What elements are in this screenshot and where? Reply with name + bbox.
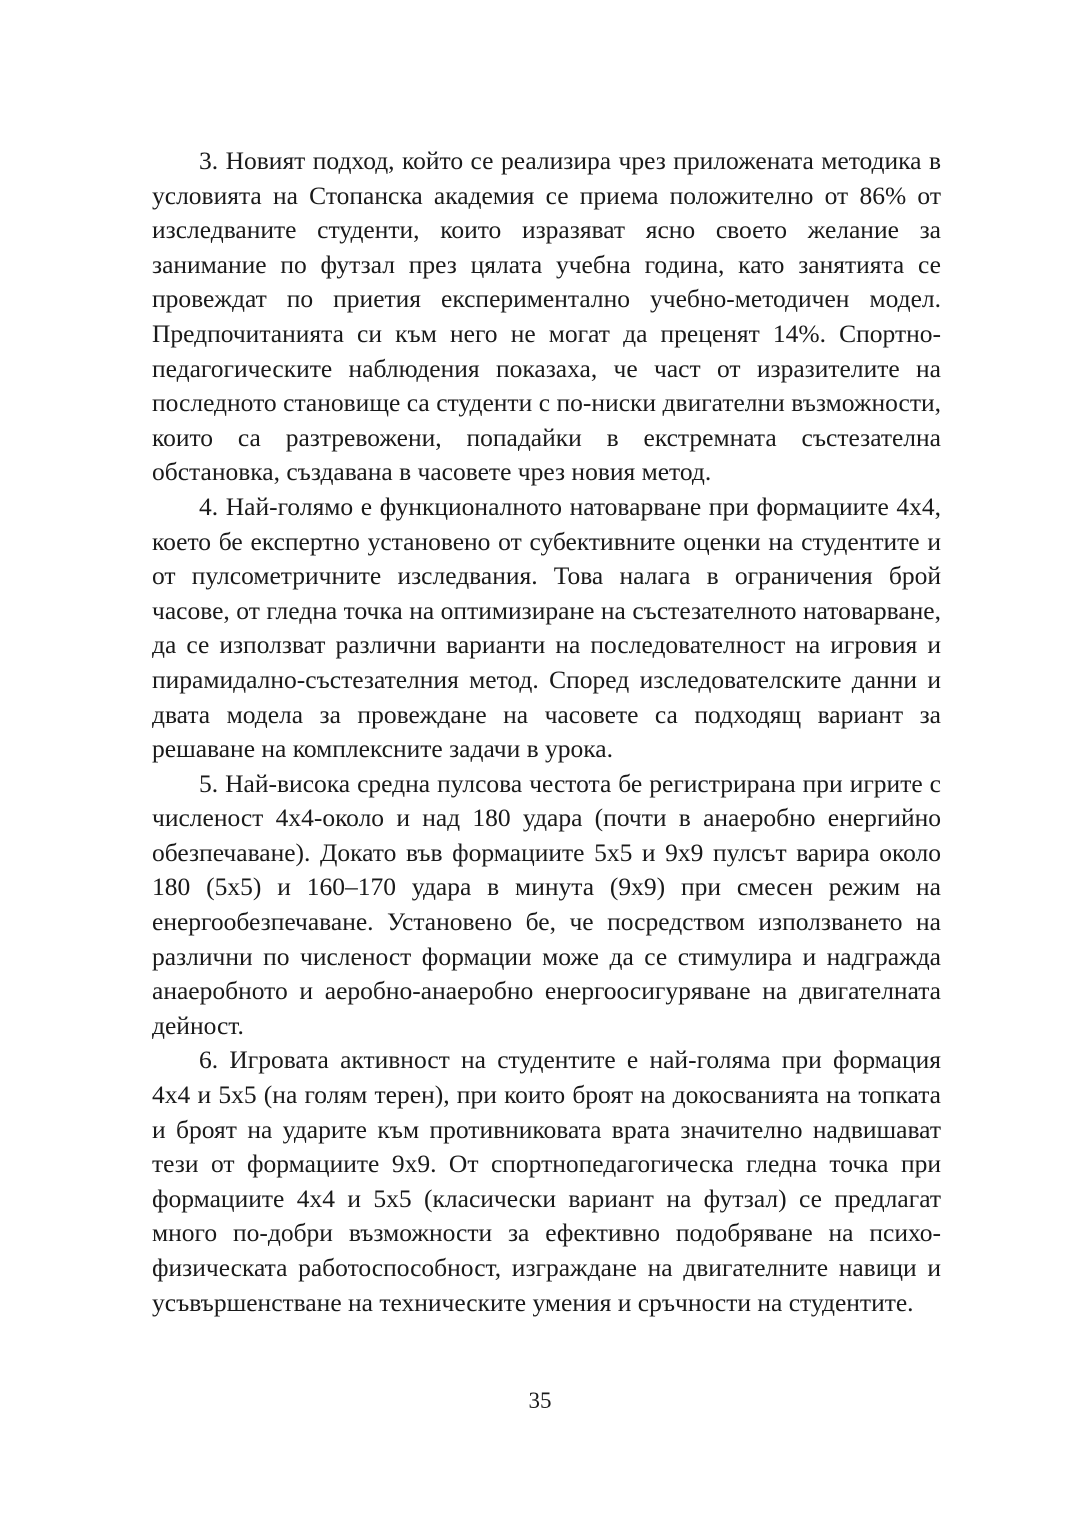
body-text xyxy=(152,144,941,1320)
page-number: 35 xyxy=(528,1388,552,1413)
paragraph-3: 3. Новият подход, който се реализира чрез приложената методика в условията на Стопанска академия се приема положително от 86% от изследваните студенти, които изразяват ясно своето желание за занимание по футзал през цялата учебна година, като занятията се провеждат по приетия експериментално учебно-методичен модел. Предпочитанията си към него не могат да преценят 14%. Спортнопедагогическите наблюдения показаха, че част от изразителите на последното становище са студенти с по-ниски двигателни възможности, които са разтревожени, попадайки в екстремната състезателна обстановка, създавана в часовете чрез новия метод. xyxy=(152,146,941,487)
paragraph-6: 6. Игровата активност на студентите е най-голяма при формация 4x4 и 5x5 (на голям терен), при които броят на докосванията на топката и броят на ударите към противниковата врата значително надвишават тези от формациите 9x9. От спортнопедагогическа гледна точка при формациите 4x4 и 5x5 (класически вариант на футзал) се предлагат много по-добри възможности за ефективно подобряване на психо-физическата работоспособност, изграждане на двигателните навици и усъвършенстване на техническите умения и сръчности на студентите. xyxy=(152,1045,941,1317)
paragraph-4: 4. Най-голямо е функционалното натоварване при формациите 4x4, което бе експертно установено от субективните оценки на студентите и от пулсометричните изследвания. Това налага в ограничения брой часове, от гледна точка на оптимизиране на състезателното натоварване, да се използват различни варианти на последователност на игровия и пирамидално-състезателния метод. Според изследователските данни и двата модела за провеждане на часовете са подходящ вариант за решаване на комплексните задачи в урока. xyxy=(152,491,941,764)
paragraph-5: 5. Най-висока средна пулсова честота бе регистрирана при игрите с численост 4x4-около и над 180 удара (почти в анаеробно енергийно обезпечаване). Докато във формациите 5x5 и 9x9 пулсът варира около 180 (5x5) и 160–170 удара в минута (9x9) при смесен режим на енергообезпечаване. Установено бе, че посредством използването на различни по численост формации може да се стимулира и надгражда анаеробното и аеробно-анаеробно енергоосигуряване на двигателната дейност. xyxy=(152,768,941,1040)
